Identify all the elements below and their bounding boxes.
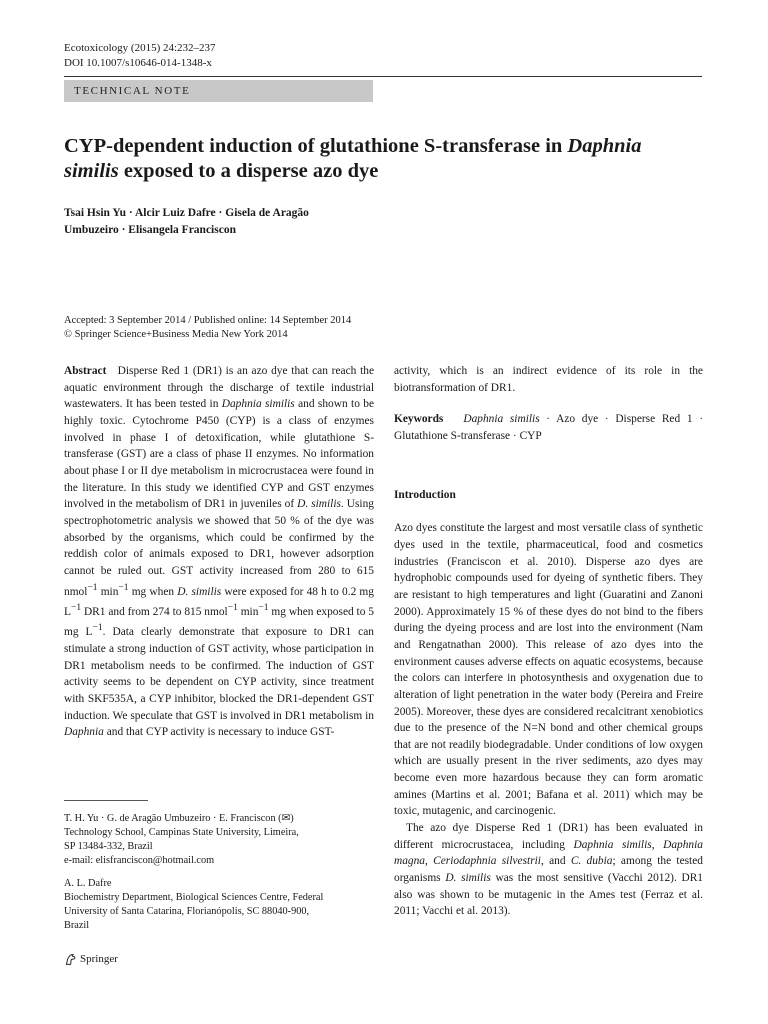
keywords: Keywords Daphnia similis · Azo dye · Disperse Red 1 · Glutathione S-transferase · CYP [394, 413, 703, 442]
right-column [394, 363, 703, 920]
publisher-name: Springer [80, 953, 118, 965]
author-email[interactable]: e-mail: elisfranciscon@hotmail.com [64, 855, 215, 866]
affiliation-2: A. L. Dafre Biochemistry Department, Biological Sciences Centre, Federal University of Santa Catarina, Florianópolis, SC 88040-900, Brazil [64, 878, 324, 931]
section-label: TECHNICAL NOTE [64, 80, 373, 102]
springer-horse-icon [64, 953, 77, 966]
abstract-column [64, 363, 374, 741]
footnote-rule [64, 800, 148, 801]
intro-paragraph-1: Azo dyes constitute the largest and most versatile class of synthetic dyes used in the textile, pharmaceutical, food and cosmetics industries (Franciscon et al. 2010). Disperse azo dyes are hydrophobic compounds used for dyeing of synthetic fibers. They are resistant to high temperatures and light (Guaratini and Zanoni 2000). Approximately 15 % of these dyes do not bind to the fibers during the dyeing process and are lost into the environment (Nam and Rengatnathan 2000). This release of azo dyes into the environment causes adverse effects on aquatic ecosystems, because the colors can interfere in photosynthesis and oxygenation due to alteration of light penetration in the water body (Pereira and Freire 2005). Moreover, these dyes are considered recalcitrant xenobiotics due to the presence of the N=N bond and other chemical groups that are not readily biodegradable. Under conditions of low oxygen which are usually present in the river sediments, azo dyes may become even more hazardous because they can form aromatic amines (Martins et al. 2001; Bafana et al. 2011) which may be toxic, mutagenic, and carcinogenic. [394, 522, 703, 818]
publisher-mark [64, 952, 118, 967]
header-rule [64, 76, 702, 77]
author-list: Tsai Hsin Yu · Alcir Luiz Dafre · Gisela de Aragão Umbuzeiro · Elisangela Franciscon [64, 207, 309, 236]
affiliation-1: T. H. Yu · G. de Aragão Umbuzeiro · E. Franciscon (✉) Technology School, Campinas State University, Limeira, SP 13484-332, Brazil e-mail: elisfranciscon@hotmail.com [64, 812, 374, 868]
intro-paragraph-2: The azo dye Disperse Red 1 (DR1) has been evaluated in different microcrustacea, including Daphnia similis, Daphnia magna, Ceriodaphnia silvestrii, and C. dubia; among the tested organisms D. similis was the most sensitive (Vacchi 2012). DR1 also was shown to be mutagenic in the Ames test (Ferraz et al. 2011; Vacchi et al. 2013). [394, 822, 703, 918]
journal-citation: Ecotoxicology (2015) 24:232–237 [64, 42, 216, 54]
abstract: Abstract Disperse Red 1 (DR1) is an azo dye that can reach the aquatic environment through the discharge of textile industrial wastewaters. It has been tested in Daphnia similis and shown to be highly toxic. Cytochrome P450 (CYP) is a class of enzymes involved in phase I of detoxification, while glutathione S-transferase (GST) are a class of phase II enzymes. No information about phase I or II dye metabolism in microcrustacea were found in the literature. In this study we identified CYP and GST enzymes involved in the metabolism of DR1 in juveniles of D. similis. Using spectrophotometric analysis we showed that 50 % of the dye was absorbed by the organisms, which could be confirmed by the reddish color of animals exposed to DR1, however adsorption cannot be ruled out. GST activity increased from 280 to 615 nmol$^{-1}$ $\min^{-1}$ mg when D. similis were exposed for 48 h to 0.2 mg $L^{-1}$ DR1 and from 274 to 815 nmol$^{-1}$ $\min^{-1}$ mg when exposed to 5 mg $L^{-1}$. Data clearly demonstrate that exposure to DR1 can stimulate a strong induction of GST activity, whose participation in DR1 metabolism needs to be confirmed. The induction of GST activity seems to be dependent on CYP activity, since treatment with SKF535A, a CYP inhibitor, blocked the DR1-dependent GST induction. We speculate that GST is involved in DR1 metabolism in Daphnia and that CYP activity is necessary to induce GST- [64, 365, 375, 739]
abstract-continuation: activity, which is an indirect evidence of its role in the biotransformation of DR1. [394, 365, 703, 394]
publication-dates: Accepted: 3 September 2014 / Published online: 14 September 2014 © Springer Science+Business Media New York 2014 [64, 315, 352, 340]
paper-title: CYP-dependent induction of glutathione S-transferase in Daphnia similis exposed to a disperse azo dye [64, 135, 642, 182]
doi: DOI 10.1007/s10646-014-1348-x [64, 57, 212, 69]
section-heading-introduction: Introduction [394, 488, 456, 501]
